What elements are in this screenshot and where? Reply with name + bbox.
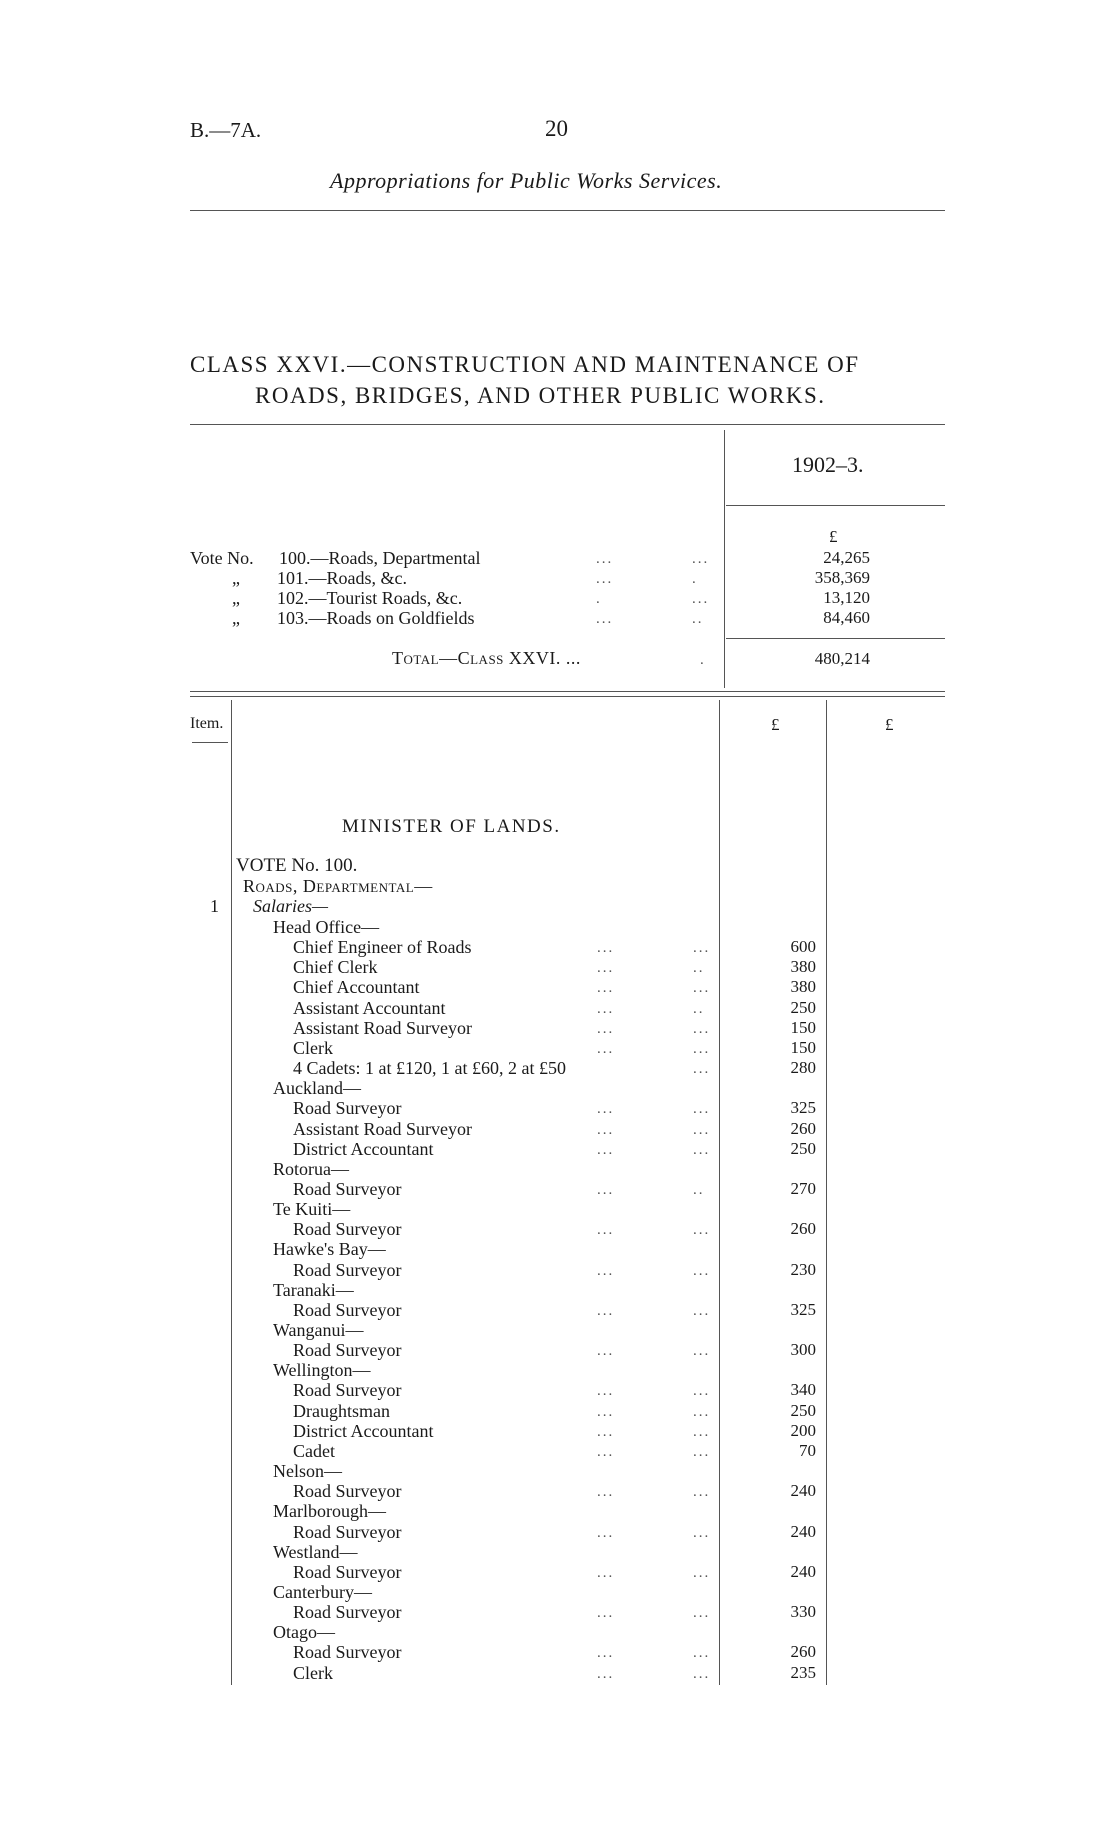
summary-year: 1902–3. (792, 452, 864, 477)
salary-row-amount: 260 (790, 1642, 816, 1661)
salary-row-title: Road Surveyor (293, 1219, 402, 1239)
summary-vote-prefix: „ (232, 608, 240, 628)
salary-row-leader: ... (597, 1565, 615, 1581)
class-heading-line2: ROADS, BRIDGES, AND OTHER PUBLIC WORKS. (255, 383, 826, 408)
vote-title: Roads, Departmental— (243, 876, 433, 896)
salary-row-leader: ... (597, 1182, 615, 1198)
salaries-heading: Salaries— (253, 896, 329, 916)
vote-heading: VOTE No. 100. (236, 855, 358, 876)
salary-row-title: Road Surveyor (293, 1642, 402, 1662)
salary-row-title: Road Surveyor (293, 1481, 402, 1501)
salary-row-amount: 200 (790, 1421, 816, 1440)
summary-vote-prefix: „ (232, 568, 240, 588)
salary-row-leader: ... (597, 1001, 615, 1017)
office-group-heading: Te Kuiti— (273, 1199, 351, 1219)
summary-vote-amount: 24,265 (823, 548, 870, 567)
salary-row-title: Assistant Road Surveyor (293, 1018, 472, 1038)
summary-vote-label: 103.—Roads on Goldfields (277, 608, 475, 628)
salary-row-leader: ... (693, 1142, 711, 1158)
salary-row-amount: 230 (790, 1260, 816, 1279)
office-group-heading: Wellington— (273, 1360, 371, 1380)
salary-row-leader: .. (693, 960, 705, 976)
salary-row-leader: .. (693, 1182, 705, 1198)
salary-row-title: Assistant Accountant (293, 998, 446, 1018)
salary-row-title: District Accountant (293, 1421, 434, 1441)
salary-row-title: Assistant Road Surveyor (293, 1119, 472, 1139)
salary-row-leader: ... (597, 1101, 615, 1117)
salary-row-title: District Accountant (293, 1139, 434, 1159)
heading-rule (190, 424, 945, 425)
salary-row-amount: 340 (790, 1380, 816, 1399)
salary-row-title: Cadet (293, 1441, 335, 1461)
salary-row-leader: ... (693, 980, 711, 996)
salary-row-leader: ... (597, 1444, 615, 1460)
summary-total-amount: 480,214 (814, 649, 870, 668)
summary-vote-prefix: Vote No. (190, 548, 254, 568)
summary-year-rule (726, 505, 945, 506)
salary-row-leader: ... (597, 1484, 615, 1500)
summary-vote-leader: ... (692, 551, 710, 567)
salary-row-amount: 300 (790, 1340, 816, 1359)
summary-total-label: Total—Class XXVI. ... (392, 648, 581, 668)
salary-row-title: Road Surveyor (293, 1179, 402, 1199)
salary-row-leader: ... (597, 1605, 615, 1621)
salary-row-leader: ... (597, 1222, 615, 1238)
salary-row-leader: ... (597, 1303, 615, 1319)
salary-row-amount: 235 (790, 1663, 816, 1682)
salary-row-leader: ... (597, 980, 615, 996)
salary-row-amount: 150 (790, 1018, 816, 1037)
salary-row-leader: ... (597, 1424, 615, 1440)
salary-row-amount: 325 (790, 1098, 816, 1117)
salary-row-leader: ... (693, 1222, 711, 1238)
salary-row-leader: ... (693, 1666, 711, 1682)
salary-row-title: Road Surveyor (293, 1380, 402, 1400)
salary-row-title: Road Surveyor (293, 1522, 402, 1542)
salary-row-amount: 240 (790, 1481, 816, 1500)
summary-vote-label: 100.—Roads, Departmental (279, 548, 481, 568)
salary-row-leader: ... (597, 1142, 615, 1158)
summary-vote-amount: 358,369 (814, 568, 870, 587)
salary-row-title: Road Surveyor (293, 1602, 402, 1622)
salary-row-title: Road Surveyor (293, 1562, 402, 1582)
salary-row-leader: ... (693, 1263, 711, 1279)
summary-vote-label: 102.—Tourist Roads, &c. (277, 588, 463, 608)
salary-row-leader: ... (693, 1383, 711, 1399)
summary-vote-prefix: „ (232, 588, 240, 608)
salary-row-amount: 240 (790, 1562, 816, 1581)
summary-vote-leader: .. (692, 611, 704, 627)
office-group-heading: Auckland— (273, 1078, 361, 1098)
salary-row-title: Clerk (293, 1663, 333, 1683)
salary-row-leader: ... (597, 1122, 615, 1138)
salary-row-leader: ... (693, 1645, 711, 1661)
salary-row-title: Clerk (293, 1038, 333, 1058)
office-group-heading: Hawke's Bay— (273, 1239, 386, 1259)
summary-vote-label: 101.—Roads, &c. (277, 568, 407, 588)
salary-row-title: Draughtsman (293, 1401, 390, 1421)
summary-total-dots: . (700, 652, 706, 668)
office-group-heading: Taranaki— (273, 1280, 354, 1300)
summary-column-divider (724, 430, 725, 688)
salary-row-amount: 330 (790, 1602, 816, 1621)
office-group-heading: Head Office— (273, 917, 380, 937)
salary-row-title: Road Surveyor (293, 1340, 402, 1360)
running-title: Appropriations for Public Works Services. (330, 168, 723, 193)
salary-row-leader: ... (597, 1041, 615, 1057)
salary-row-leader: ... (693, 1565, 711, 1581)
amount-column-divider-1 (719, 700, 720, 1685)
class-heading-line1: CLASS XXVI.—CONSTRUCTION AND MAINTENANCE OF (190, 352, 860, 377)
summary-vote-amount: 84,460 (823, 608, 870, 627)
summary-vote-leader: . (596, 591, 602, 607)
salary-row-amount: 250 (790, 1401, 816, 1420)
page-number: 20 (545, 116, 568, 141)
salary-row-leader: ... (693, 1021, 711, 1037)
document-reference: B.—7A. (190, 118, 262, 142)
salary-row-amount: 240 (790, 1522, 816, 1541)
salary-row-leader: ... (693, 1041, 711, 1057)
column-header-pound-2: £ (885, 715, 894, 734)
salary-row-leader: ... (597, 940, 615, 956)
office-group-heading: Marlborough— (273, 1501, 386, 1521)
summary-vote-leader: ... (596, 551, 614, 567)
salary-row-amount: 325 (790, 1300, 816, 1319)
summary-currency: £ (829, 527, 838, 546)
summary-vote-leader: ... (596, 611, 614, 627)
salary-row-leader: ... (693, 1343, 711, 1359)
summary-bottom-rule-2 (190, 696, 945, 697)
salary-row-leader: ... (597, 1645, 615, 1661)
summary-total-rule (726, 638, 945, 639)
salary-row-leader: ... (693, 1605, 711, 1621)
salary-row-leader: ... (597, 1525, 615, 1541)
summary-vote-leader: ... (596, 571, 614, 587)
salary-row-title: Chief Accountant (293, 977, 420, 997)
salary-row-leader: ... (693, 1303, 711, 1319)
salary-row-amount: 600 (790, 937, 816, 956)
salary-row-leader: .. (693, 1001, 705, 1017)
salary-row-title: Chief Clerk (293, 957, 378, 977)
column-header-pound-1: £ (771, 715, 780, 734)
salary-row-leader: ... (597, 1383, 615, 1399)
salary-row-leader: ... (597, 960, 615, 976)
summary-vote-leader: . (692, 571, 698, 587)
salary-row-amount: 260 (790, 1219, 816, 1238)
item-header-rule (192, 742, 228, 743)
office-group-heading: Wanganui— (273, 1320, 364, 1340)
salary-row-title: Road Surveyor (293, 1300, 402, 1320)
salary-row-amount: 70 (799, 1441, 816, 1460)
salary-row-amount: 380 (790, 957, 816, 976)
office-group-heading: Nelson— (273, 1461, 342, 1481)
salary-row-amount: 250 (790, 1139, 816, 1158)
salary-row-leader: ... (693, 1424, 711, 1440)
salary-row-leader: ... (693, 1061, 711, 1077)
salary-row-leader: ... (597, 1666, 615, 1682)
salary-row-amount: 150 (790, 1038, 816, 1057)
salary-row-leader: ... (693, 1444, 711, 1460)
salary-row-leader: ... (693, 1484, 711, 1500)
salary-row-leader: ... (693, 1122, 711, 1138)
office-group-heading: Otago— (273, 1622, 335, 1642)
salary-row-amount: 270 (790, 1179, 816, 1198)
salary-row-amount: 380 (790, 977, 816, 996)
salary-row-leader: ... (597, 1404, 615, 1420)
minister-heading: MINISTER OF LANDS. (342, 816, 561, 837)
summary-vote-leader: ... (692, 591, 710, 607)
header-rule (190, 210, 945, 211)
salary-row-leader: ... (693, 1525, 711, 1541)
salary-row-leader: ... (693, 940, 711, 956)
summary-vote-amount: 13,120 (823, 588, 870, 607)
salary-row-amount: 280 (790, 1058, 816, 1077)
salary-row-leader: ... (597, 1263, 615, 1279)
salary-row-leader: ... (597, 1343, 615, 1359)
salary-row-leader: ... (597, 1021, 615, 1037)
salary-row-title: Chief Engineer of Roads (293, 937, 472, 957)
office-group-heading: Canterbury— (273, 1582, 372, 1602)
office-group-heading: Rotorua— (273, 1159, 349, 1179)
salary-row-amount: 260 (790, 1119, 816, 1138)
column-header-item: Item. (190, 715, 224, 732)
salary-row-amount: 250 (790, 998, 816, 1017)
salary-row-leader: ... (693, 1404, 711, 1420)
salary-row-title: Road Surveyor (293, 1260, 402, 1280)
salary-row-title: Road Surveyor (293, 1098, 402, 1118)
item-column-divider (231, 700, 232, 1685)
salary-row-leader: ... (693, 1101, 711, 1117)
amount-column-divider-2 (826, 700, 827, 1685)
office-group-heading: Westland— (273, 1542, 358, 1562)
salary-row-title: 4 Cadets: 1 at £120, 1 at £60, 2 at £50 (293, 1058, 566, 1078)
item-number: 1 (210, 896, 219, 916)
summary-bottom-rule (190, 691, 945, 692)
